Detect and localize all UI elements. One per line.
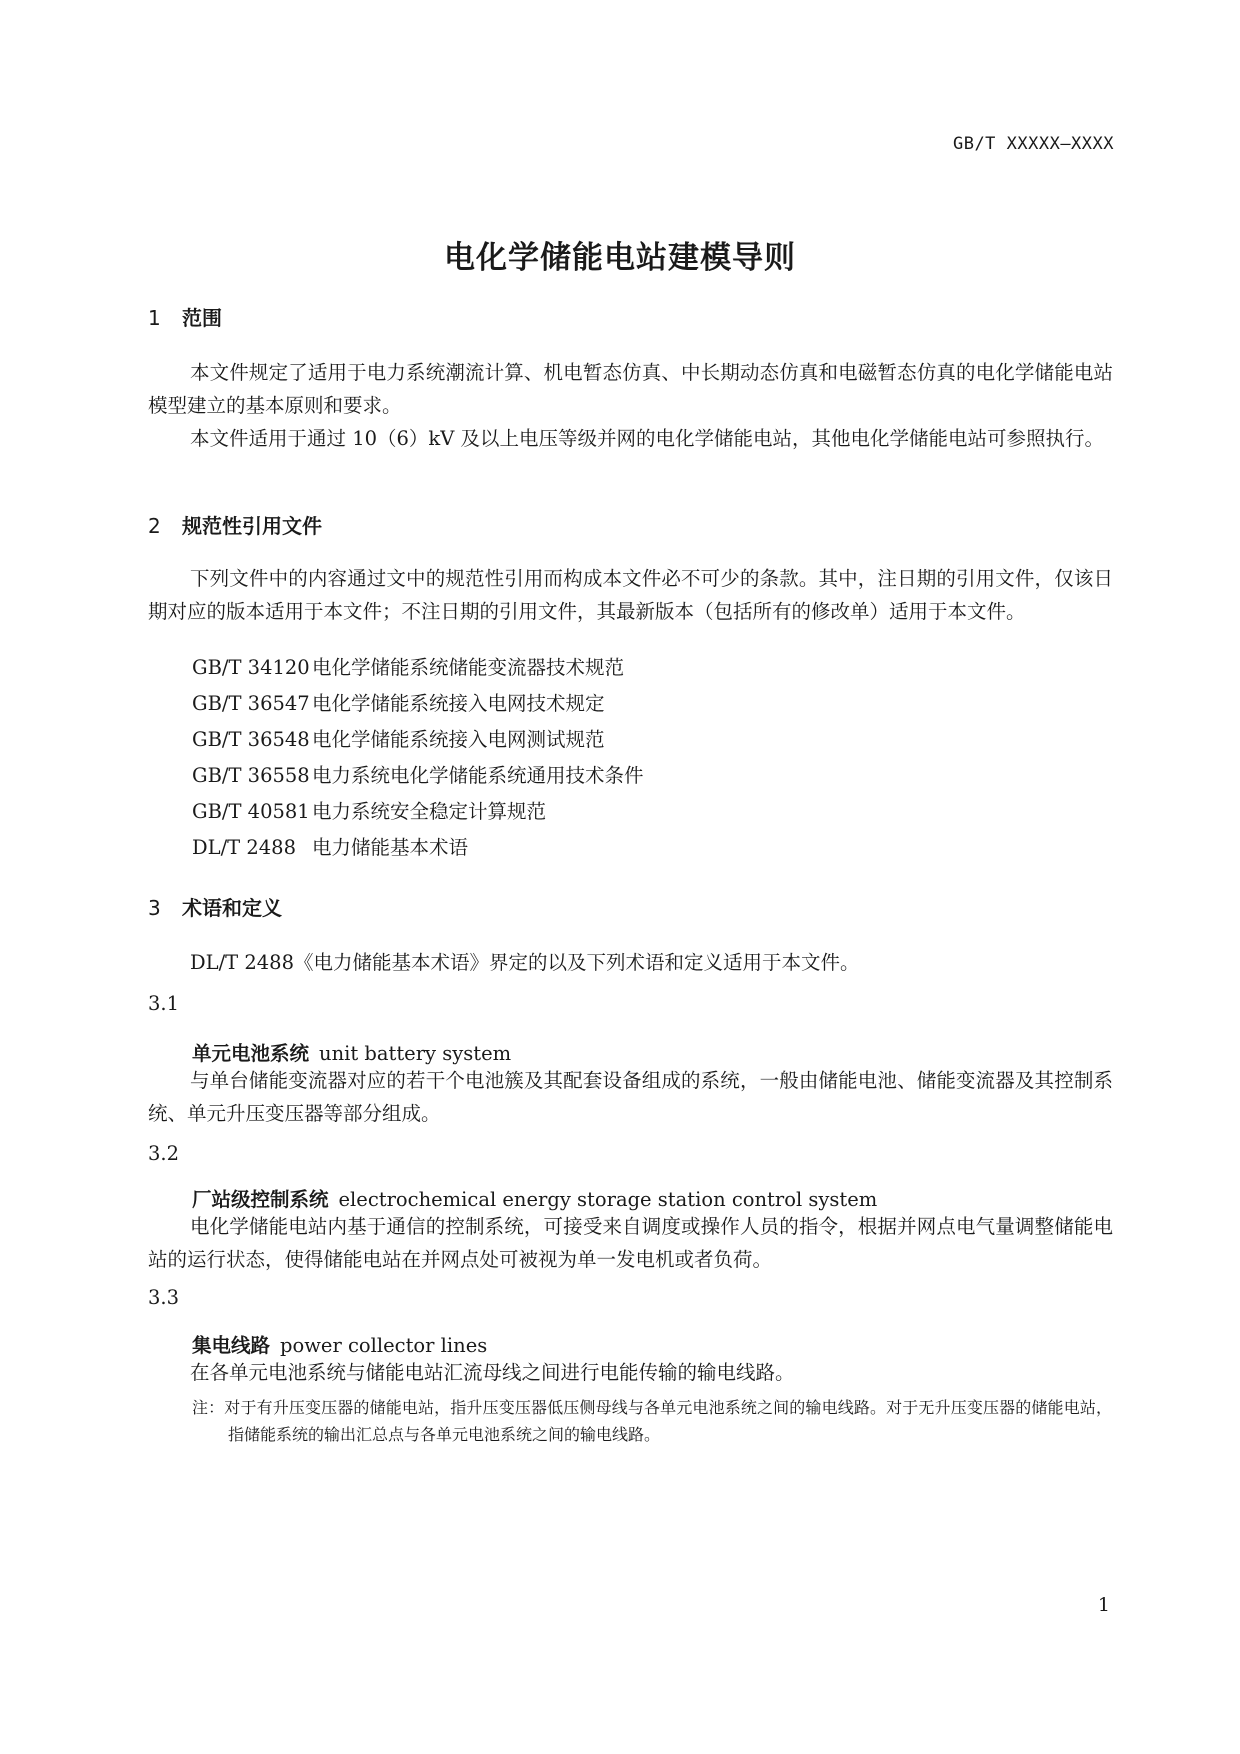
term-definition: 在各单元电池系统与储能电站汇流母线之间进行电能传输的输电线路。 xyxy=(190,1361,795,1384)
reference-title: 电力系统电化学储能系统通用技术条件 xyxy=(312,764,644,787)
section-title: 规范性引用文件 xyxy=(182,514,322,538)
reference-item xyxy=(192,832,468,860)
section-number: 1 xyxy=(148,306,161,330)
reference-code: GB/T 36547 xyxy=(192,692,310,715)
page-number: 1 xyxy=(1097,1594,1110,1616)
term-chinese: 单元电池系统 xyxy=(192,1042,310,1065)
reference-title: 电力储能基本术语 xyxy=(312,836,469,859)
section-heading-terms xyxy=(148,892,282,921)
reference-code: DL/T 2488 xyxy=(192,836,296,859)
terms-intro: DL/T 2488《电力储能基本术语》界定的以及下列术语和定义适用于本文件。 xyxy=(190,951,860,974)
document-title: 电化学储能电站建模导则 xyxy=(444,240,796,276)
reference-item xyxy=(192,760,644,788)
clause-number: 3.3 xyxy=(148,1286,180,1309)
term-entry xyxy=(192,1184,877,1212)
term-entry xyxy=(192,1038,511,1066)
section-title: 范围 xyxy=(182,306,222,330)
clause-number: 3.1 xyxy=(148,992,180,1015)
reference-item xyxy=(192,796,546,824)
reference-title: 电化学储能系统接入电网测试规范 xyxy=(312,728,605,751)
reference-item xyxy=(192,652,624,680)
reference-code: GB/T 34120 xyxy=(192,656,310,679)
term-note xyxy=(192,1394,1112,1448)
scope-paragraph-1: 本文件规定了适用于电力系统潮流计算、机电暂态仿真、中长期动态仿真和电磁暂态仿真的电化学储能电站模型建立的基本原则和要求。 xyxy=(148,361,1113,417)
section-heading-scope xyxy=(148,302,222,331)
reference-title: 电化学储能系统储能变流器技术规范 xyxy=(312,656,625,679)
reference-title: 电力系统安全稳定计算规范 xyxy=(312,800,547,823)
reference-title: 电化学储能系统接入电网技术规定 xyxy=(312,692,605,715)
clause-number: 3.2 xyxy=(148,1142,180,1165)
term-english: unit battery system xyxy=(319,1042,512,1065)
term-english: power collector lines xyxy=(280,1334,488,1357)
section-number: 2 xyxy=(148,514,161,538)
term-definition: 与单台储能变流器对应的若干个电池簇及其配套设备组成的系统，一般由储能电池、储能变流器及其控制系统、单元升压变压器等部分组成。 xyxy=(148,1069,1113,1125)
section-heading-normative xyxy=(148,510,322,539)
reference-item xyxy=(192,688,605,716)
reference-item xyxy=(192,724,605,752)
normative-intro: 下列文件中的内容通过文中的规范性引用而构成本文件必不可少的条款。其中，注日期的引用文件，仅该日期对应的版本适用于本文件；不注日期的引用文件，其最新版本（包括所有的修改单）适用于本文件。 xyxy=(148,567,1113,623)
term-entry xyxy=(192,1330,487,1358)
note-text: 对于有升压变压器的储能电站，指升压变压器低压侧母线与各单元电池系统之间的输电线路。对于无升压变压器的储能电站，指储能系统的输出汇总点与各单元电池系统之间的输电线路。 xyxy=(224,1398,1112,1444)
reference-code: GB/T 40581 xyxy=(192,800,310,823)
section-number: 3 xyxy=(148,896,161,920)
note-label: 注： xyxy=(192,1398,225,1417)
scope-paragraph-2: 本文件适用于通过 10（6）kV 及以上电压等级并网的电化学储能电站，其他电化学储能电站可参照执行。 xyxy=(190,427,1105,450)
term-definition: 电化学储能电站内基于通信的控制系统，可接受来自调度或操作人员的指令，根据并网点电气量调整储能电站的运行状态，使得储能电站在并网点处可被视为单一发电机或者负荷。 xyxy=(148,1215,1113,1271)
reference-code: GB/T 36558 xyxy=(192,764,310,787)
reference-code: GB/T 36548 xyxy=(192,728,310,751)
section-title: 术语和定义 xyxy=(182,896,282,920)
term-chinese: 厂站级控制系统 xyxy=(192,1188,329,1211)
term-english: electrochemical energy storage station control system xyxy=(338,1188,878,1211)
standard-code: GB/T XXXXX—XXXX xyxy=(952,134,1114,154)
term-chinese: 集电线路 xyxy=(192,1334,271,1357)
